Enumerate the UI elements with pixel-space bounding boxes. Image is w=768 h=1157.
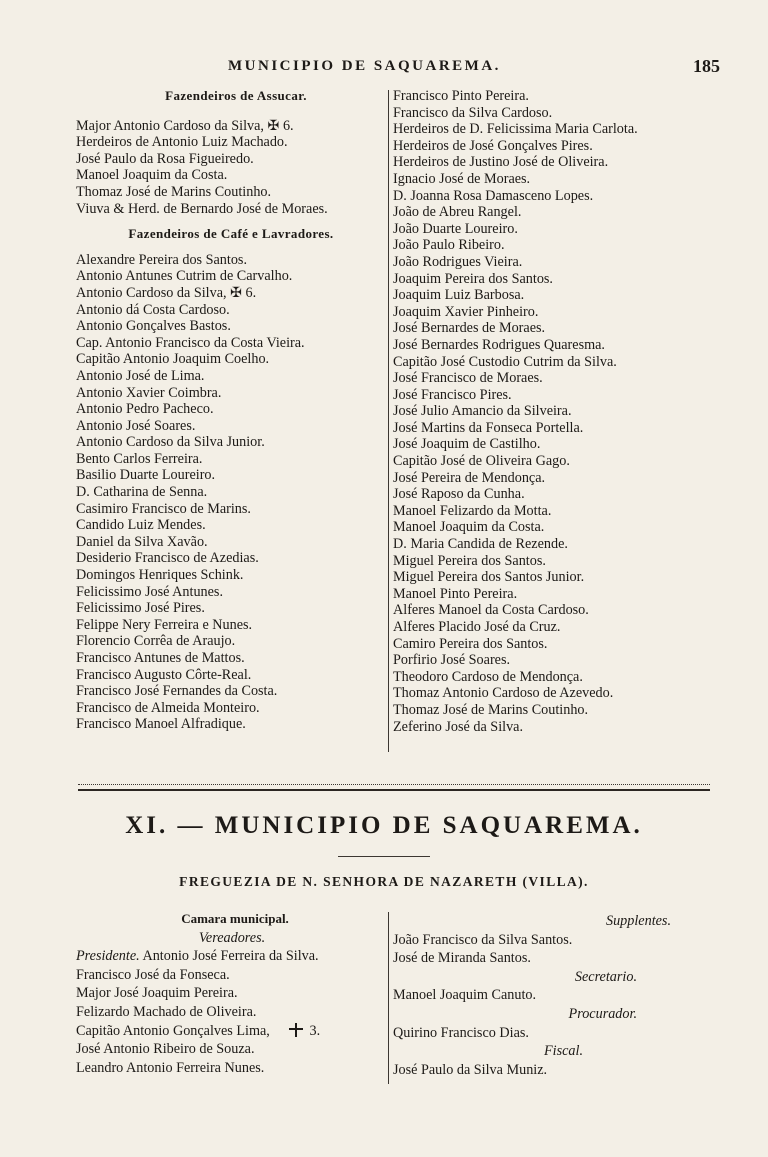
list-item: Florencio Corrêa de Araujo. — [76, 633, 236, 650]
list-item: José Martins da Fonseca Portella. — [393, 419, 584, 436]
list-item: Thomaz José de Marins Coutinho. — [76, 183, 272, 200]
list-item: José Francisco de Moraes. — [393, 370, 543, 387]
list-item: José Bernardes Rodrigues Quaresma. — [393, 336, 605, 353]
page-number: 185 — [693, 56, 720, 76]
left-column — [76, 88, 386, 733]
list-item: Porfirio José Soares. — [393, 652, 511, 669]
coffee-planters-list-right — [393, 88, 713, 735]
list-item: D. Maria Candida de Rezende. — [393, 536, 568, 553]
list-item: José Francisco Pires. — [393, 386, 512, 403]
procurador-name: Quirino Francisco Dias. — [393, 1024, 529, 1041]
vereador-name: José Antonio Ribeiro de Souza. — [76, 1041, 255, 1058]
list-item: José Paulo da Rosa Figueiredo. — [76, 150, 254, 167]
secretario-label: Secretario. — [574, 968, 637, 985]
coffee-planters-heading: Fazendeiros de Café e Lavradores. — [128, 226, 334, 242]
list-item: Antonio dá Costa Cardoso. — [76, 301, 230, 318]
list-item: Manoel Pinto Pereira. — [393, 585, 518, 602]
list-item: Felippe Nery Ferreira e Nunes. — [76, 616, 253, 633]
vereador-name: Felizardo Machado de Oliveira. — [76, 1003, 257, 1020]
list-item: Antonio Cardoso da Silva, ✠ 6. — [76, 284, 257, 301]
vereador-name: Francisco José da Fonseca. — [76, 966, 230, 983]
list-item: Francisco José Fernandes da Costa. — [76, 683, 278, 700]
capitao-line — [76, 1022, 388, 1041]
list-item: D. Joanna Rosa Damasceno Lopes. — [393, 187, 594, 204]
parish-heading: FREGUEZIA DE N. SENHORA DE NAZARETH (VILLA). — [179, 874, 589, 889]
list-item: Antonio José de Lima. — [76, 367, 205, 384]
list-item: Casimiro Francisco de Marins. — [76, 500, 251, 517]
list-item: Manoel Joaquim da Costa. — [393, 519, 545, 536]
right-column — [393, 88, 713, 735]
list-item: Basilio Duarte Loureiro. — [76, 467, 216, 484]
presidente-label: Presidente. — [76, 948, 140, 965]
capitao-mark: 3. — [309, 1022, 321, 1039]
list-item: Domingos Henriques Schink. — [76, 567, 244, 584]
list-item: Antonio Cardoso da Silva Junior. — [76, 434, 265, 451]
vereadores-list-continued — [76, 1040, 388, 1077]
vereador-name: Major José Joaquim Pereira. — [76, 985, 238, 1002]
section-title: XI. — MUNICIPIO DE SAQUAREMA. — [125, 812, 643, 839]
list-item: Felicissimo José Pires. — [76, 600, 205, 617]
list-item: Francisco Pinto Pereira. — [393, 88, 529, 104]
list-item: Capitão José Custodio Cutrim da Silva. — [393, 353, 617, 370]
list-item: Viuva & Herd. de Bernardo José de Moraes. — [76, 200, 328, 217]
column-divider-upper — [388, 90, 389, 752]
secretario-name: Manoel Joaquim Canuto. — [393, 987, 537, 1004]
coffee-planters-list-left — [76, 252, 386, 733]
list-item: Camiro Pereira dos Santos. — [393, 635, 548, 652]
running-head-title: MUNICIPIO DE SAQUAREMA. — [228, 58, 501, 74]
camara-left-column — [76, 910, 388, 1077]
supplentes-label: Supplentes. — [605, 913, 671, 929]
sugar-planters-list — [76, 118, 386, 218]
list-item: Antonio Pedro Pacheco. — [76, 401, 214, 418]
list-item: Capitão José de Oliveira Gago. — [393, 453, 570, 470]
list-item: João Duarte Loureiro. — [393, 220, 518, 237]
list-item: Miguel Pereira dos Santos. — [393, 552, 546, 569]
vereador-name: Leandro Antonio Ferreira Nunes. — [76, 1059, 265, 1076]
fiscal-name: José Paulo da Silva Muniz. — [393, 1061, 548, 1078]
list-item: Antonio Gonçalves Bastos. — [76, 318, 231, 335]
list-item: Capitão Antonio Joaquim Coelho. — [76, 351, 270, 368]
vereadores-label: Vereadores. — [198, 929, 266, 946]
list-item: Joaquim Luiz Barbosa. — [393, 287, 525, 304]
list-item: Antonio Xavier Coimbra. — [76, 384, 222, 401]
list-item: Miguel Pereira dos Santos Junior. — [393, 569, 585, 586]
list-item: Thomaz Antonio Cardoso de Azevedo. — [393, 685, 614, 702]
list-item: Thomaz José de Marins Coutinho. — [393, 701, 589, 718]
camara-heading: Camara municipal. — [181, 911, 289, 926]
list-item: José Raposo da Cunha. — [393, 486, 525, 503]
list-item: Herdeiros de D. Felicissima Maria Carlota. — [393, 121, 638, 138]
fiscal-label: Fiscal. — [543, 1043, 583, 1060]
list-item: Ignacio José de Moraes. — [393, 170, 531, 187]
list-item: Francisco Manoel Alfradique. — [76, 716, 246, 733]
title-underline — [338, 856, 430, 857]
list-item: Antonio José Soares. — [76, 417, 196, 434]
presidente-name: Antonio José Ferreira da Silva. — [142, 948, 319, 965]
supplentes-list — [393, 931, 713, 968]
list-item: Herdeiros de Justino José de Oliveira. — [393, 154, 609, 171]
list-item: Manoel Felizardo da Motta. — [393, 502, 552, 519]
list-item: Daniel da Silva Xavão. — [76, 533, 208, 550]
list-item: Zeferino José da Silva. — [393, 718, 524, 735]
list-item: Theodoro Cardoso de Mendonça. — [393, 668, 583, 685]
list-item: Antonio Antunes Cutrim de Carvalho. — [76, 268, 293, 285]
supplente-name: João Francisco da Silva Santos. — [393, 931, 573, 948]
list-item: Bento Carlos Ferreira. — [76, 450, 203, 467]
vereadores-list — [76, 966, 388, 1022]
capitao-name: Capitão Antonio Gonçalves Lima, — [76, 1022, 270, 1039]
list-item: Francisco Augusto Côrte-Real. — [76, 666, 252, 683]
list-item: Herdeiros de Antonio Luiz Machado. — [76, 134, 288, 151]
list-item: Desiderio Francisco de Azedias. — [76, 550, 259, 567]
procurador-label: Procurador. — [568, 1005, 637, 1022]
list-item: Joaquim Pereira dos Santos. — [393, 270, 553, 287]
list-item: Alferes Placido José da Cruz. — [393, 619, 561, 635]
list-item: Francisco da Silva Cardoso. — [393, 104, 553, 121]
list-item: Manoel Joaquim da Costa. — [76, 167, 228, 184]
list-item: Francisco Antunes de Mattos. — [76, 650, 245, 666]
list-item: José Julio Amancio da Silveira. — [393, 403, 572, 420]
list-item: Alexandre Pereira dos Santos. — [76, 251, 247, 268]
presidente-line — [76, 947, 388, 966]
list-item: Major Antonio Cardoso da Silva, ✠ 6. — [76, 117, 294, 134]
camara-right-column — [393, 912, 713, 1079]
list-item: João Paulo Ribeiro. — [393, 237, 505, 254]
list-item: João de Abreu Rangel. — [393, 204, 522, 221]
list-item: João Rodrigues Vieira. — [393, 253, 523, 270]
supplente-name: José de Miranda Santos. — [393, 950, 531, 967]
list-item: José Joaquim de Castilho. — [393, 436, 541, 453]
list-item: D. Catharina de Senna. — [76, 484, 208, 501]
sugar-planters-heading: Fazendeiros de Assucar. — [165, 88, 307, 103]
list-item: Joaquim Xavier Pinheiro. — [393, 303, 539, 320]
list-item: Francisco de Almeida Monteiro. — [76, 699, 260, 716]
list-item: José Pereira de Mendonça. — [393, 469, 546, 486]
column-divider-lower — [388, 912, 389, 1084]
list-item: Cap. Antonio Francisco da Costa Vieira. — [76, 334, 305, 351]
list-item: Felicissimo José Antunes. — [76, 583, 224, 600]
list-item: José Bernardes de Moraes. — [393, 320, 546, 337]
order-cross-icon — [289, 1023, 303, 1037]
list-item: Herdeiros de José Gonçalves Pires. — [393, 137, 593, 154]
list-item: Alferes Manoel da Costa Cardoso. — [393, 602, 589, 619]
section-separator — [78, 784, 710, 791]
list-item: Candido Luiz Mendes. — [76, 517, 206, 534]
